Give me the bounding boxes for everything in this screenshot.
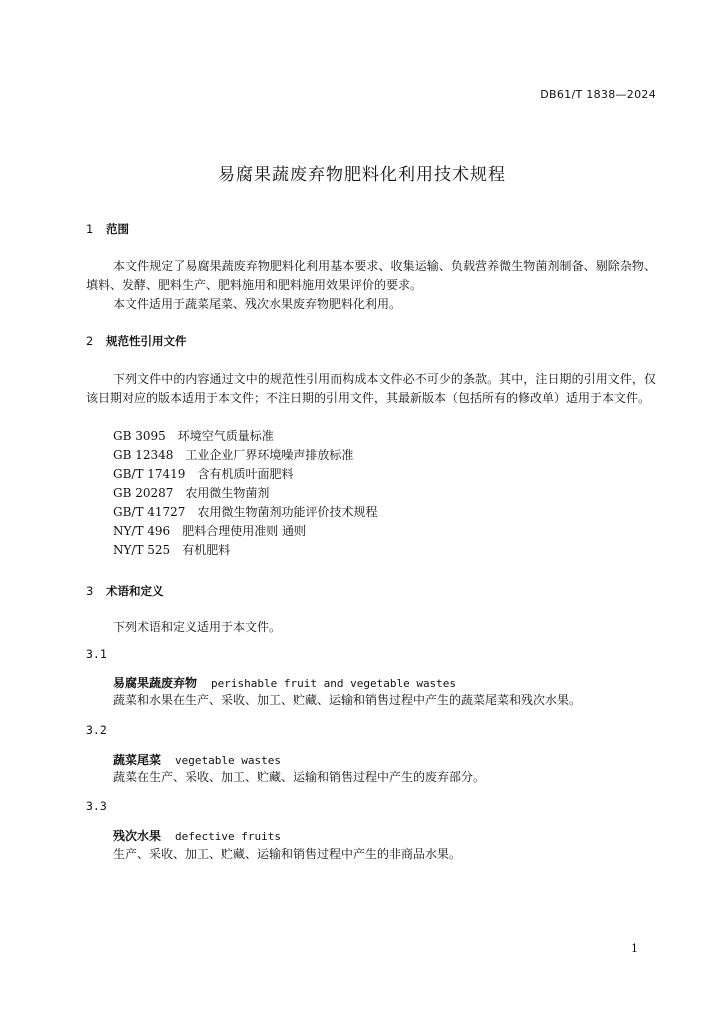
term-chinese: 易腐果蔬废弃物 bbox=[113, 676, 198, 690]
term-english: vegetable wastes bbox=[175, 754, 281, 767]
term-entry bbox=[113, 674, 456, 691]
term-entry bbox=[113, 827, 281, 844]
term-entry bbox=[113, 751, 281, 768]
reference-item bbox=[113, 541, 230, 560]
term-number: 3.1 bbox=[86, 647, 107, 661]
reference-code: GB 20287 bbox=[113, 486, 174, 500]
reference-name: 农用微生物菌剂功能评价技术规程 bbox=[197, 505, 378, 519]
section-title: 术语和定义 bbox=[106, 584, 164, 598]
reference-name: 肥料合理使用准则 通则 bbox=[182, 524, 307, 538]
reference-item bbox=[113, 484, 269, 503]
section-number: 2 bbox=[86, 334, 94, 348]
paragraph: 本文件适用于蔬菜尾菜、残次水果废弃物肥料化利用。 bbox=[113, 297, 402, 311]
reference-item bbox=[113, 427, 274, 446]
section-number: 3 bbox=[86, 584, 94, 598]
section-title: 范围 bbox=[106, 222, 129, 236]
reference-item bbox=[113, 465, 293, 484]
reference-name: 有机肥料 bbox=[182, 543, 231, 557]
reference-item bbox=[113, 503, 377, 522]
term-definition: 生产、采收、加工、贮藏、运输和销售过程中产生的非商品水果。 bbox=[113, 847, 462, 861]
standard-code: DB61/T 1838—2024 bbox=[540, 88, 656, 101]
reference-code: GB 12348 bbox=[113, 448, 174, 462]
section-title: 规范性引用文件 bbox=[106, 334, 187, 348]
paragraph: 下列文件中的内容通过文中的规范性引用而构成本文件必不可少的条款。其中，注日期的引用文件，仅该日期对应的版本适用于本文件；不注日期的引用文件，其最新版本（包括所有的修改单）适用于本文件。 bbox=[86, 372, 656, 405]
paragraph: 本文件规定了易腐果蔬废弃物肥料化利用基本要求、收集运输、负载营养微生物菌剂制备、剔除杂物、填料、发酵、肥料生产、肥料施用和肥料施用效果评价的要求。 bbox=[86, 259, 656, 292]
term-english: defective fruits bbox=[175, 830, 281, 843]
reference-code: NY/T 525 bbox=[113, 543, 171, 557]
reference-name: 工业企业厂界环境噪声排放标准 bbox=[185, 448, 354, 462]
reference-item bbox=[113, 522, 306, 541]
section-number: 1 bbox=[86, 222, 94, 236]
reference-code: GB/T 17419 bbox=[113, 467, 186, 481]
reference-name: 含有机质叶面肥料 bbox=[197, 467, 294, 481]
term-definition: 蔬菜在生产、采收、加工、贮藏、运输和销售过程中产生的废弃部分。 bbox=[113, 770, 486, 784]
section-heading bbox=[86, 221, 129, 237]
term-chinese: 蔬菜尾菜 bbox=[113, 753, 162, 767]
page-number: 1 bbox=[631, 942, 638, 955]
paragraph: 下列术语和定义适用于本文件。 bbox=[113, 620, 282, 634]
document-title: 易腐果蔬废弃物肥料化利用技术规程 bbox=[218, 165, 506, 185]
reference-code: GB/T 41727 bbox=[113, 505, 186, 519]
term-english: perishable fruit and vegetable wastes bbox=[211, 677, 457, 690]
reference-name: 农用微生物菌剂 bbox=[185, 486, 270, 500]
term-number: 3.3 bbox=[86, 799, 107, 813]
term-chinese: 残次水果 bbox=[113, 829, 162, 843]
reference-code: GB 3095 bbox=[113, 429, 166, 443]
reference-name: 环境空气质量标准 bbox=[177, 429, 274, 443]
section-heading bbox=[86, 583, 164, 599]
term-number: 3.2 bbox=[86, 723, 107, 737]
reference-code: NY/T 496 bbox=[113, 524, 171, 538]
reference-item bbox=[113, 446, 353, 465]
section-heading bbox=[86, 333, 187, 349]
term-definition: 蔬菜和水果在生产、采收、加工、贮藏、运输和销售过程中产生的蔬菜尾菜和残次水果。 bbox=[113, 693, 582, 707]
